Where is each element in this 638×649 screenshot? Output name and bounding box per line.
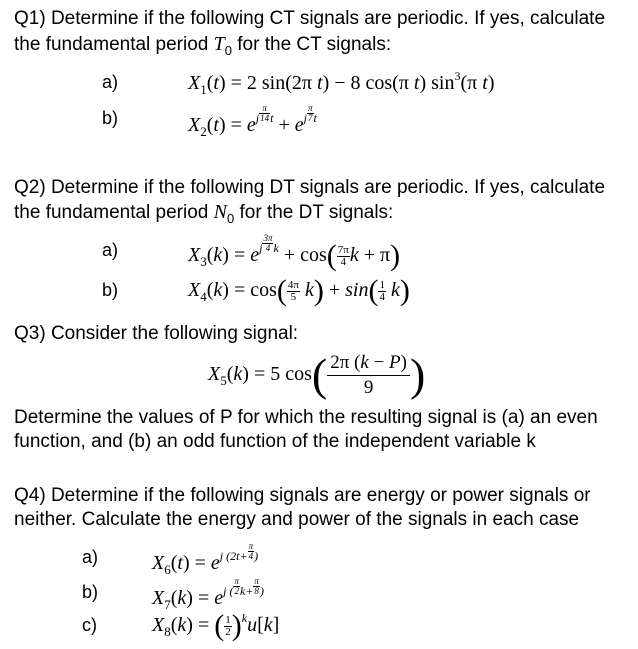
q1-line2: the fundamental period $T_0$ for the CT signals: bbox=[14, 33, 392, 58]
equation-text-source bbox=[0, 0, 1, 1]
q4-c-label: c) bbox=[82, 615, 97, 635]
q1-a-label: a) bbox=[102, 72, 119, 92]
q3-line1: Q3) Consider the following signal: bbox=[14, 323, 299, 344]
q2-a-equation: $X_3(k) = e^j$ $\frac{3\pi}{4}$ $^k$ + cos( $\frac{7\pi}{4}$ k + π) bbox=[188, 233, 401, 272]
q3-line3: function, and (b) an odd function of the independent variable k bbox=[14, 431, 536, 452]
q1-a-expr-text bbox=[0, 0, 1, 1]
q2-line1: Q2) Determine if the following DT signals are periodic. If yes, calculate bbox=[14, 177, 606, 198]
q3-equation: $X_5(k) = 5$ cos( $\frac{2\pi (k - P)}{9}$ ) bbox=[208, 349, 426, 400]
q1-b-label: b) bbox=[102, 108, 119, 128]
q4-line2: neither. Calculate the energy and power of the signals in each case bbox=[14, 509, 580, 530]
q4-line1: Q4) Determine if the following signals are energy or power signals or bbox=[14, 485, 591, 506]
q4-b-label: b) bbox=[82, 582, 99, 602]
q2-b-label: b) bbox=[102, 280, 119, 300]
q1-line1: Q1) Determine if the following CT signals are periodic. If yes, calculate bbox=[14, 8, 606, 29]
q2-a-label: a) bbox=[102, 240, 119, 260]
q1-b-equation: $X_2(t) = e^j$ $\frac{\pi}{14}$ $^t + e^j$ $\frac{\pi}{7}$ $^t$ bbox=[188, 103, 317, 139]
q4-b-equation: $X_7(k) = e^{j (}$ $\frac{\pi}{2}$ $^{k+}$ $\frac{\pi}{8}$ ) bbox=[152, 576, 264, 612]
q2-b-equation: $X_4(k) = \cos$( $\frac{4\pi}{5}$ k) + sin( $\frac{1}{4}$ k) bbox=[188, 274, 410, 307]
q3-line2: Determine the values of P for which the resulting signal is (a) an even bbox=[14, 407, 598, 428]
q4-a-equation: $X_6(t) = e^{j (2t+}$ $\frac{\pi}{4}$ ) bbox=[152, 541, 259, 577]
q1-a-equation: $X_1(t) = 2$ sin(2π t) − 8 cos(π t) $\sin^3(\pi$ t) bbox=[188, 69, 495, 97]
q4-a-label: a) bbox=[82, 547, 99, 567]
q2-line2: the fundamental period $N_0$ for the DT signals: bbox=[14, 201, 394, 226]
q4-c-equation: $X_8(k)$ = ( $\frac{1}{2}$ )$^k$u[k] bbox=[152, 609, 280, 642]
